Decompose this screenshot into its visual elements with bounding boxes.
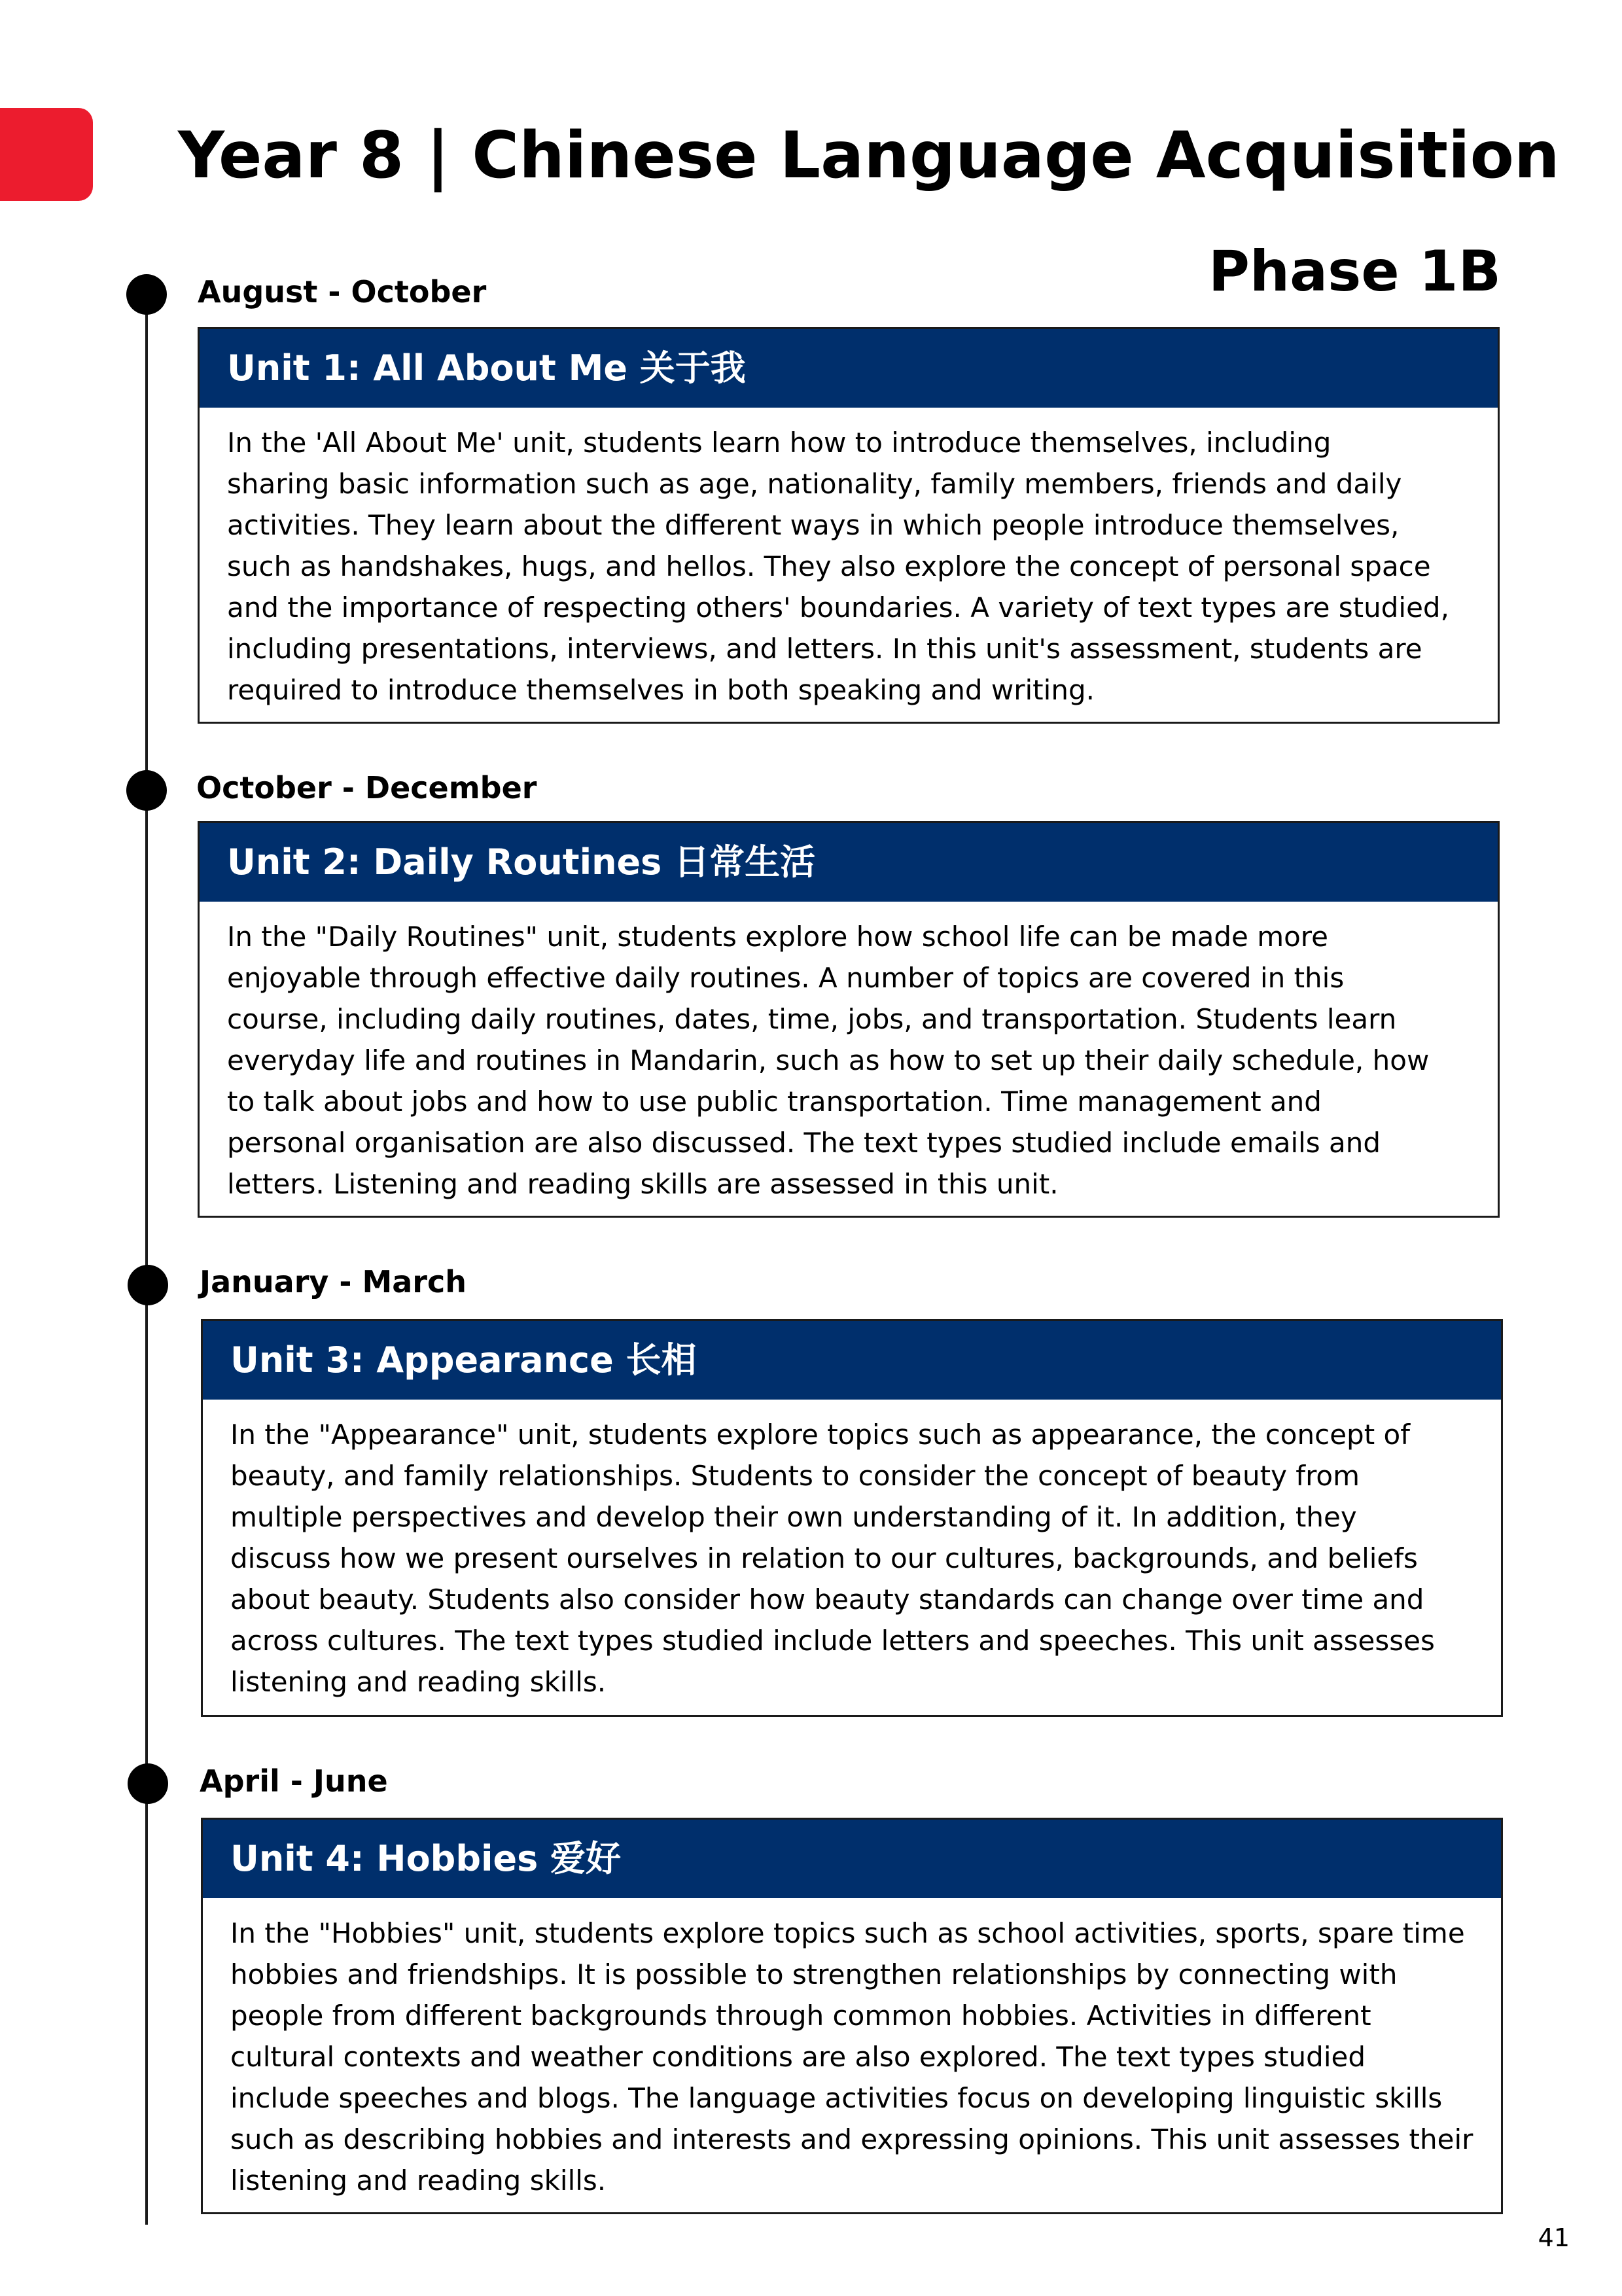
description-line: listening and reading skills. [230, 1666, 607, 1698]
description-line: people from different backgrounds through common hobbies. Activities in different [230, 2000, 1371, 2032]
description-line: and the importance of respecting others' boundaries. A variety of text types are studied, [227, 592, 1449, 624]
description-line: beauty, and family relationships. Students to consider the concept of beauty from [230, 1460, 1360, 1492]
unit-description [203, 1400, 1501, 1703]
unit-card [201, 1818, 1503, 2214]
description-line: required to introduce themselves in both speaking and writing. [227, 674, 1095, 706]
unit-description [200, 902, 1498, 1205]
unit-description [200, 408, 1498, 711]
description-line: In the "Appearance" unit, students explore topics such as appearance, the concept of [230, 1419, 1411, 1451]
phase-label: Phase 1B [1208, 239, 1501, 304]
description-line: In the "Daily Routines" unit, students explore how school life can be made more [227, 921, 1328, 953]
unit-card [198, 821, 1500, 1218]
timeline-dot [128, 1265, 168, 1305]
description-line: include speeches and blogs. The language activities focus on developing linguistic skills [230, 2082, 1443, 2114]
description-line: about beauty. Students also consider how beauty standards can change over time and [230, 1583, 1424, 1616]
unit-heading: Unit 4: Hobbies 爱好 [203, 1820, 1501, 1898]
description-line: personal organisation are also discussed. The text types studied include emails and [227, 1127, 1381, 1159]
description-line: cultural contexts and weather conditions are also explored. The text types studied [230, 2041, 1366, 2073]
description-line: letters. Listening and reading skills are assessed in this unit. [227, 1168, 1059, 1200]
description-line: including presentations, interviews, and letters. In this unit's assessment, students are [227, 633, 1422, 665]
description-line: listening and reading skills. [230, 2164, 607, 2197]
description-line: to talk about jobs and how to use public transportation. Time management and [227, 1086, 1322, 1118]
description-line: discuss how we present ourselves in relation to our cultures, backgrounds, and beliefs [230, 1542, 1418, 1574]
description-line: multiple perspectives and develop their own understanding of it. In addition, they [230, 1501, 1357, 1533]
description-line: enjoyable through effective daily routines. A number of topics are covered in this [227, 962, 1345, 994]
timeline-dot [126, 770, 167, 811]
description-line: such as handshakes, hugs, and hellos. They also explore the concept of personal space [227, 550, 1431, 582]
description-line: across cultures. The text types studied include letters and speeches. This unit assesses [230, 1625, 1435, 1657]
red-corner-tab [0, 108, 93, 201]
description-line: hobbies and friendships. It is possible to strengthen relationships by connecting with [230, 1958, 1398, 1990]
unit-description [203, 1898, 1501, 2201]
description-line: everyday life and routines in Mandarin, such as how to set up their daily schedule, how [227, 1044, 1430, 1076]
unit-card [201, 1319, 1503, 1717]
timeline-line [145, 294, 148, 2225]
description-line: activities. They learn about the different ways in which people introduce themselves, [227, 509, 1400, 541]
description-line: sharing basic information such as age, nationality, family members, friends and daily [227, 468, 1402, 500]
unit-heading: Unit 1: All About Me 关于我 [200, 329, 1498, 408]
unit-card [198, 327, 1500, 724]
description-line: such as describing hobbies and interests and expressing opinions. This unit assesses their [230, 2123, 1473, 2155]
page-title: Year 8 | Chinese Language Acquisition [178, 118, 1560, 193]
timeline-dot [126, 274, 167, 315]
unit-period: January - March [200, 1264, 467, 1299]
unit-period: August - October [198, 274, 487, 309]
unit-period: October - December [196, 770, 537, 805]
unit-heading: Unit 3: Appearance 长相 [203, 1321, 1501, 1400]
unit-heading: Unit 2: Daily Routines 日常生活 [200, 823, 1498, 902]
description-line: In the "Hobbies" unit, students explore topics such as school activities, sports, spare time [230, 1917, 1465, 1949]
description-line: In the 'All About Me' unit, students learn how to introduce themselves, including [227, 427, 1331, 459]
page-number: 41 [1538, 2223, 1570, 2252]
timeline-dot [128, 1763, 168, 1804]
unit-period: April - June [200, 1763, 388, 1799]
description-line: course, including daily routines, dates, time, jobs, and transportation. Students learn [227, 1003, 1397, 1035]
